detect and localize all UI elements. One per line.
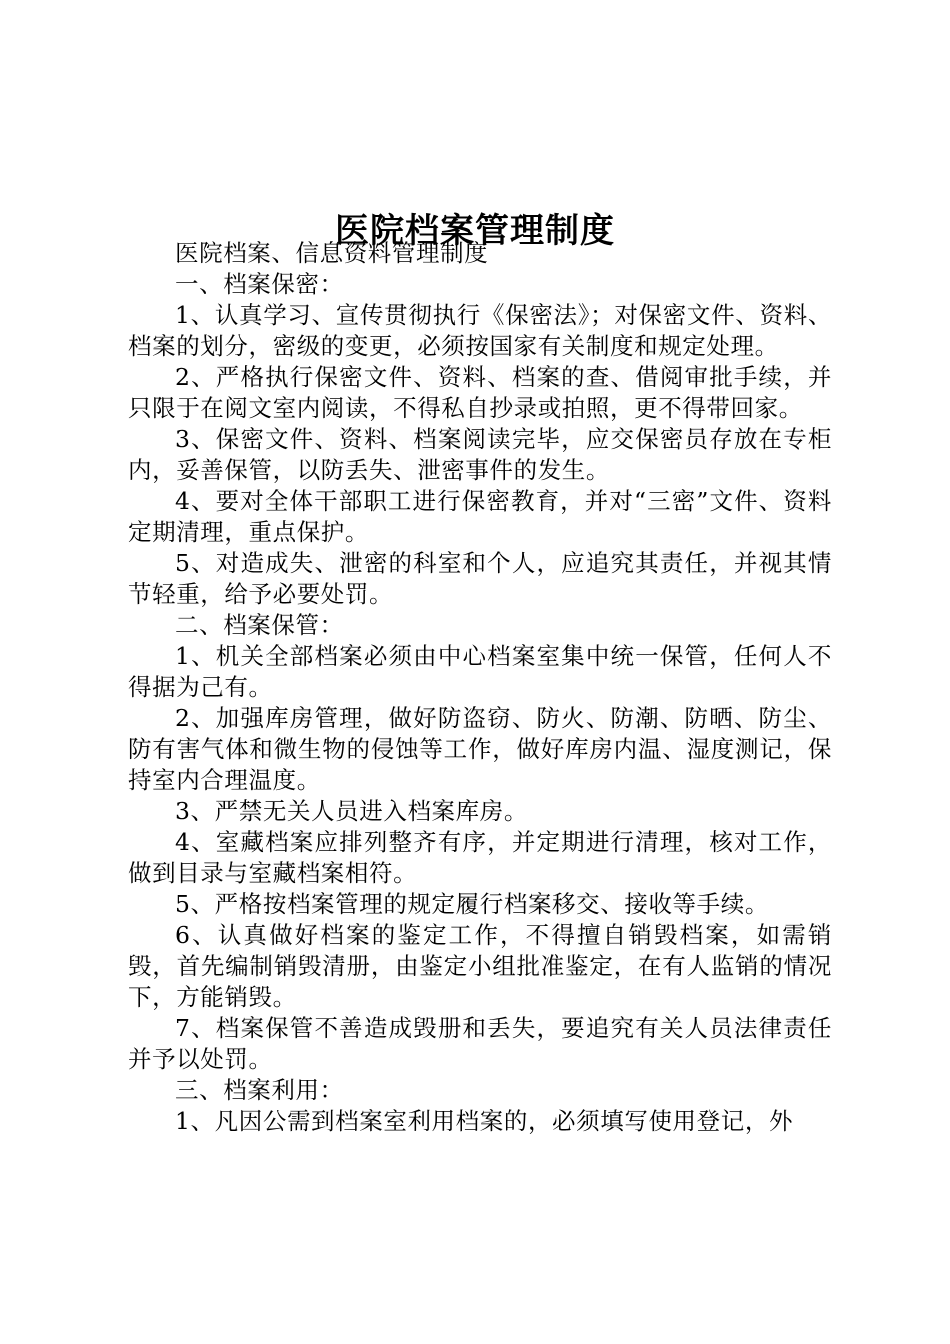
subtitle-paragraph: 医院档案、信息资料管理制度 xyxy=(175,239,489,267)
paragraph: 1、凡因公需到档案室利用档案的，必须填写使用登记，外 xyxy=(175,1107,794,1135)
paragraph: 3、严禁无关人员进入档案库房。 xyxy=(175,797,528,825)
paragraph: 4、室藏档案应排列整齐有序，并定期进行清理，核对工作，做到目录与室藏档案相符。 xyxy=(128,828,832,887)
paragraph: 3、保密文件、资料、档案阅读完毕，应交保密员存放在专柜内，妥善保管，以防丢失、泄密事件的发生。 xyxy=(128,425,832,484)
document-title: 医院档案管理制度 xyxy=(335,210,615,251)
paragraph: 1、认真学习、宣传贯彻执行《保密法》；对保密文件、资料、档案的划分，密级的变更，必须按国家有关制度和规定处理。 xyxy=(128,301,832,360)
paragraph: 6、认真做好档案的鉴定工作，不得擅自销毁档案，如需销毁，首先编制销毁清册，由鉴定小组批准鉴定，在有人监销的情况下，方能销毁。 xyxy=(128,921,832,1011)
paragraph: 2、严格执行保密文件、资料、档案的查、借阅审批手续，并只限于在阅文室内阅读，不得私自抄录或拍照，更不得带回家。 xyxy=(128,363,832,422)
document-body xyxy=(128,238,832,1137)
section-heading-custody: 二、档案保管： xyxy=(175,611,344,639)
section-heading-usage: 三、档案利用： xyxy=(175,1076,344,1104)
section-heading-confidentiality: 一、档案保密： xyxy=(175,270,344,298)
paragraph: 5、严格按档案管理的规定履行档案移交、接收等手续。 xyxy=(175,890,769,918)
paragraph: 5、对造成失、泄密的科室和个人，应追究其责任，并视其情节轻重，给予必要处罚。 xyxy=(128,549,832,608)
paragraph: 2、加强库房管理，做好防盗窃、防火、防潮、防晒、防尘、防有害气体和微生物的侵蚀等工作，做好库房内温、湿度测记，保持室内合理温度。 xyxy=(128,704,832,794)
paragraph: 4、要对全体干部职工进行保密教育，并对“三密”文件、资料定期清理，重点保护。 xyxy=(128,487,832,546)
paragraph: 1、机关全部档案必须由中心档案室集中统一保管，任何人不得据为己有。 xyxy=(128,642,832,701)
paragraph: 7、档案保管不善造成毁册和丢失，要追究有关人员法律责任并予以处罚。 xyxy=(128,1014,832,1073)
